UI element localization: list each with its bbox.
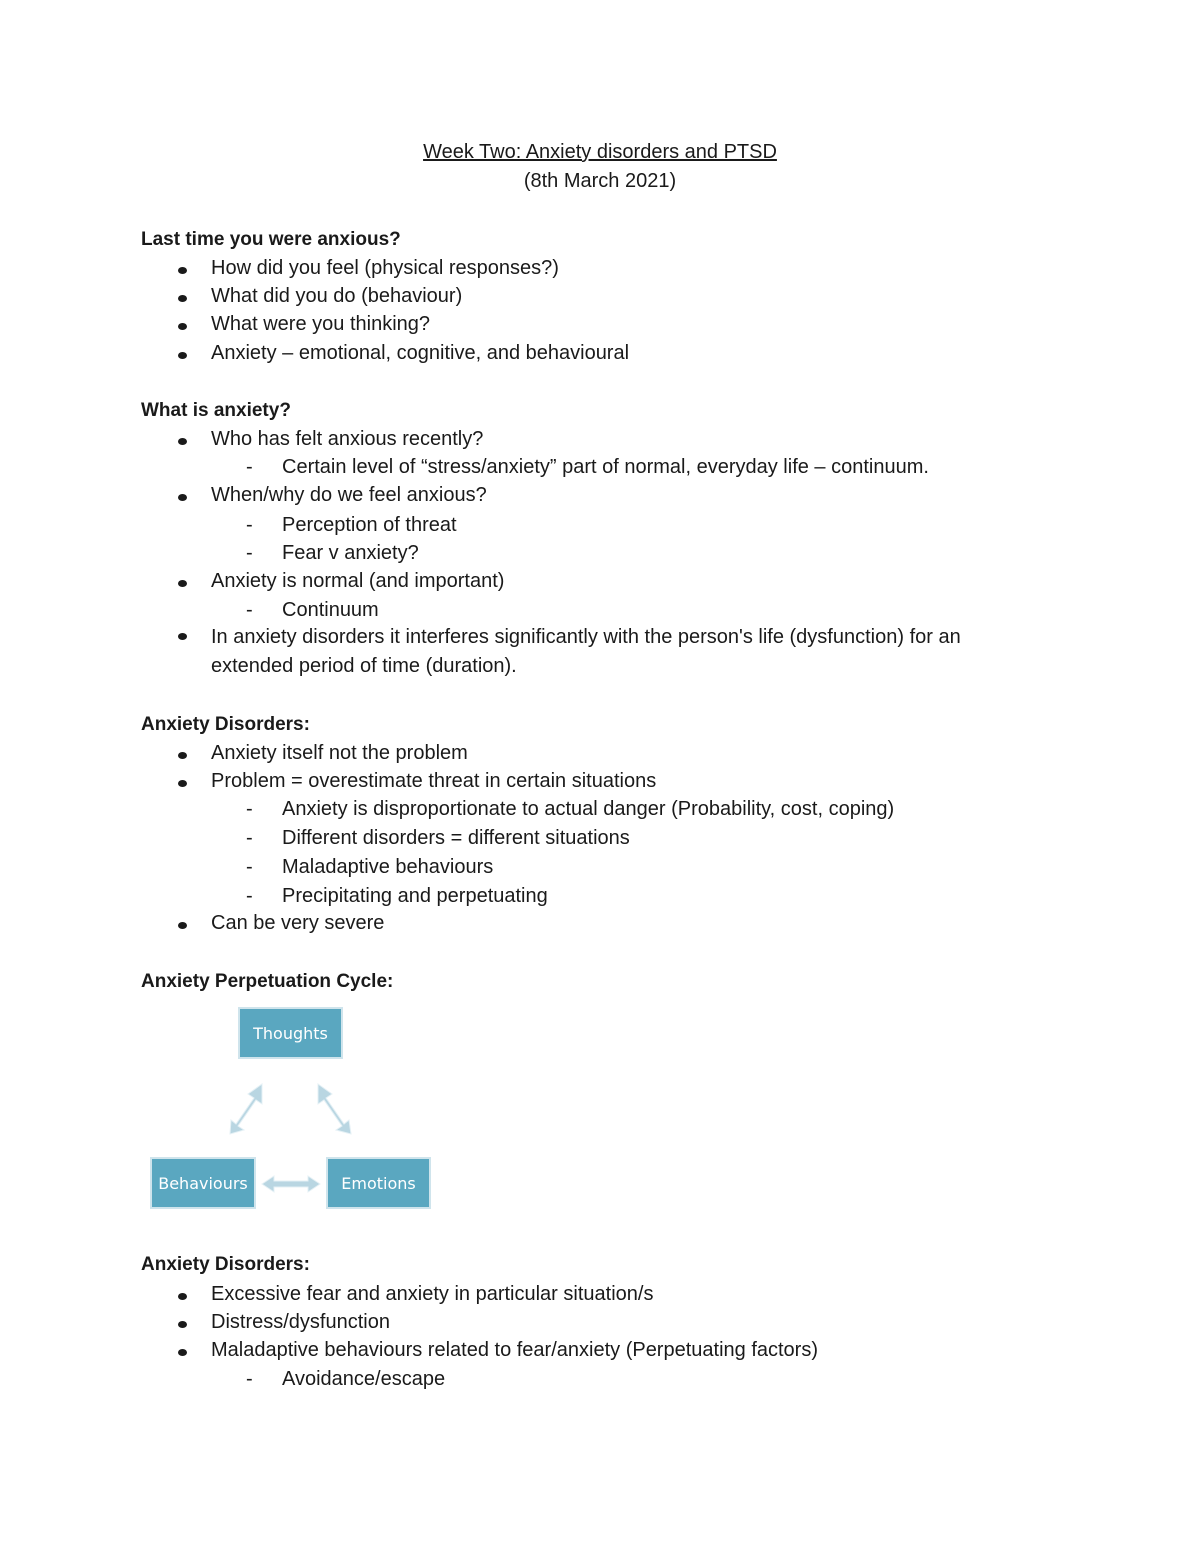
bullet-item: What were you thinking? [211,313,431,335]
bullet-item: When/why do we feel anxious? [211,484,487,506]
document-date: (8th March 2021) [523,170,677,192]
sub-bullet-item: - Certain level of “stress/anxiety” part of normal, everyday life – continuum. [282,456,929,479]
section-heading-what-is-anxiety: What is anxiety? [141,400,291,421]
bullet-item: In anxiety disorders it interferes significantly with the person's life (dysfunction) for an extended period of time (duration). [211,623,1031,681]
sub-bullet-item: - Perception of threat [282,514,457,537]
sub-bullet-item: - Anxiety is disproportionate to actual danger (Probability, cost, coping) [282,798,894,821]
sub-bullet-item: - Different disorders = different situations [282,827,630,850]
arrow-behaviours-thoughts [230,1084,262,1134]
sub-bullet-item: - Fear v anxiety? [282,542,419,565]
section-heading-anxiety-disorders: Anxiety Disorders: [141,714,310,735]
sub-bullet-item: - Precipitating and perpetuating [282,885,548,908]
section-heading-last-time-anxious: Last time you were anxious? [141,229,401,250]
section-heading-anxiety-disorders-2: Anxiety Disorders: [141,1254,310,1275]
bullet-item: Maladaptive behaviours related to fear/anxiety (Perpetuating factors) [211,1339,819,1361]
bullet-item: Excessive fear and anxiety in particular situation/s [211,1283,654,1305]
arrow-behaviours-emotions [262,1176,320,1192]
bullet-item: Can be very severe [211,912,385,934]
document-title: Week Two: Anxiety disorders and PTSD [423,141,777,163]
section-heading-perpetuation-cycle: Anxiety Perpetuation Cycle: [141,971,394,992]
node-emotions: Emotions [326,1157,431,1209]
sub-bullet-item: - Maladaptive behaviours [282,856,493,879]
bullet-item: Anxiety – emotional, cognitive, and behavioural [211,342,630,364]
bullet-item: How did you feel (physical responses?) [211,257,559,279]
bullet-item: Who has felt anxious recently? [211,428,484,450]
bullet-item: What did you do (behaviour) [211,285,463,307]
sub-bullet-item: - Avoidance/escape [282,1368,445,1391]
bullet-item: Anxiety is normal (and important) [211,570,505,592]
bullet-item: Distress/dysfunction [211,1311,390,1333]
node-behaviours: Behaviours [150,1157,256,1209]
bullet-item: Anxiety itself not the problem [211,742,468,764]
node-thoughts: Thoughts [238,1007,343,1059]
anxiety-cycle-diagram [140,1000,450,1220]
sub-bullet-item: - Continuum [282,599,379,622]
arrow-thoughts-emotions [318,1084,351,1134]
bullet-item: Problem = overestimate threat in certain situations [211,770,657,792]
